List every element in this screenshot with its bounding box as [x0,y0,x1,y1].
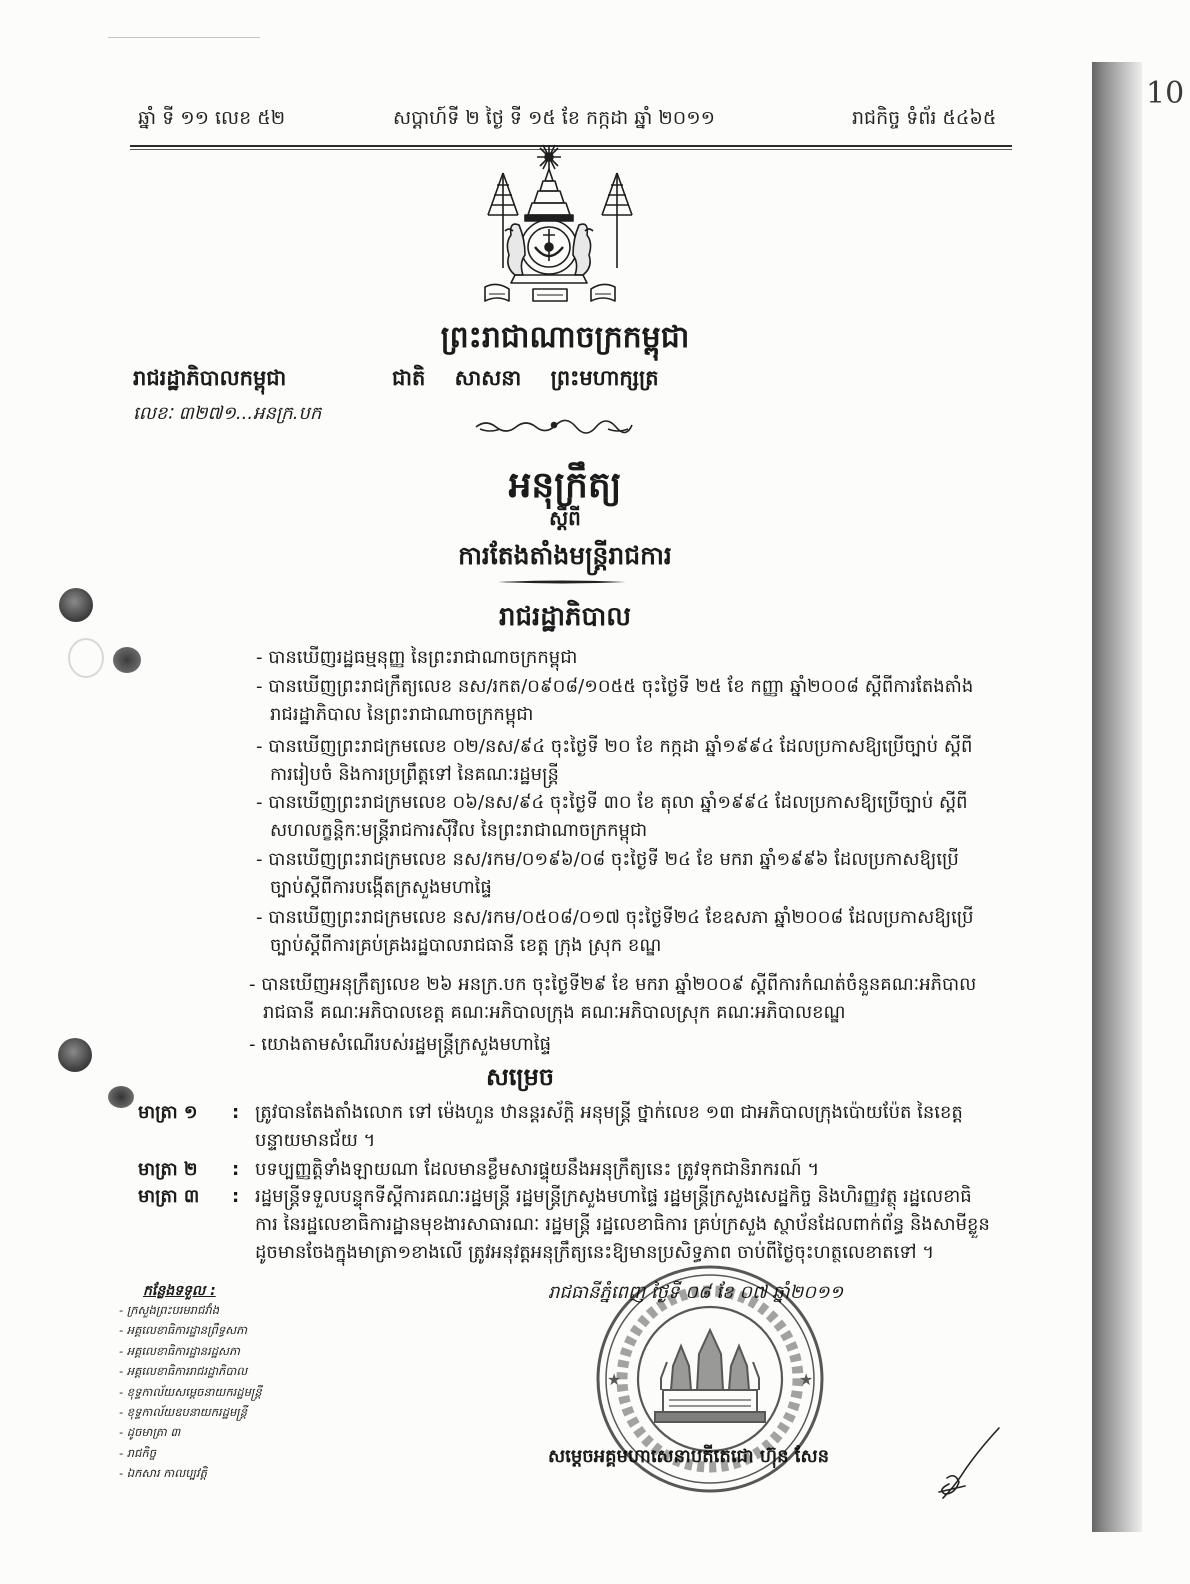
recipient-item: - ឯកសារ កាលប្បវត្តិ [119,1466,207,1481]
recipient-item: - ខុទ្ទកាល័យសម្តេចនាយករដ្ឋមន្ត្រី [119,1384,262,1399]
subject-underline [498,579,626,585]
consideration-item: - បានឃើញព្រះរាជក្រមលេខ នស/រកម/០៥០៨/០១៧ ចុះថ្ងៃទី២៤ ខែឧសភា ឆ្នាំ២០០៨ ដែលប្រកាសឱ្យប្រើ ច្បាប់ស្តីពីការគ្រប់គ្រងរដ្ឋបាលរាជធានី ខេត្ត ក្រុង ស្រុក ខណ្ឌ [256,907,974,956]
place-and-date: រាជធានីភ្នំពេញ ថ្ងៃទី ០៨ ខែ ០៧ ឆ្នាំ២០១១ [548,1282,844,1303]
handwritten-signature [925,1424,1005,1504]
central-crown [525,169,573,221]
article-2-text: បទប្បញ្ញត្តិទាំងឡាយណា ដែលមានខ្លឹមសារផ្ទុយនឹងអនុក្រឹត្យនេះ ត្រូវទុកជានិរាករណ៍ ។ [255,1159,820,1180]
article-3-separator: : [232,1186,240,1207]
decision-heading: សម្រេច [485,1063,555,1091]
article-3-text: រដ្ឋមន្ត្រីទទួលបន្ទុកទីស្តីការគណៈរដ្ឋមន្ត្រី រដ្ឋមន្ត្រីក្រសួងមហាផ្ទៃ រដ្ឋមន្ត្រីក្រសួងសេដ្ឋកិច្ច និងហិរញ្ញវត្ថុ រដ្ឋលេខាធិការ នៃរដ្ឋលេខាធិការដ្ឋានមុខងារសាធារណៈ រដ្ឋមន្ត្រី រដ្ឋលេខាធិការ គ្រប់ក្រសួង ស្ថាប័នដែលពាក់ព័ន្ធ និងសាមីខ្លួន ដូចមានចែងក្នុងមាត្រា១ខាងលើ ត្រូវអនុវត្តអនុក្រឹត្យនេះឱ្យមានប្រសិទ្ធភាព ចាប់ពីថ្ងៃចុះហត្ថលេខាតទៅ ។ [255,1186,990,1263]
right-lion [573,224,593,275]
page-number: 10 [1146,76,1185,111]
article-1-label: មាត្រា ១ [138,1102,198,1123]
consideration-item: - បានឃើញព្រះរាជក្រមលេខ នស/រកម/០១៩៦/០៨ ចុះថ្ងៃទី ២៤ ខែ មករា ឆ្នាំ១៩៩៦ ដែលប្រកាសឱ្យប្រើ ច្បាប់ស្តីពីការបង្កើតក្រសួងមហាផ្ទៃ [256,849,959,898]
recipient-item: - អគ្គលេខាធិការដ្ឋានព្រឹទ្ធសភា [119,1323,248,1338]
recipients-heading: កន្លែងទទួល : [143,1283,216,1299]
document-about: ស្តីពី [549,506,581,530]
angkor-temple-icon [655,1330,765,1422]
official-seal [593,1262,828,1497]
hole-punch-ring [68,638,104,678]
consideration-item: - បានឃើញព្រះរាជក្រមលេខ ០៦/នស/៩៤ ចុះថ្ងៃទី ៣០ ខែ តុលា ឆ្នាំ១៩៩៤ ដែលប្រកាសឱ្យប្រើច្បាប់ ស្តីពី សហលក្ខន្តិកៈមន្ត្រីរាជការស៊ីវិល នៃព្រះរាជាណាចក្រកម្ពុជា [256,792,968,841]
hole-punch [59,588,93,622]
consideration-item: - បានឃើញព្រះរាជក្រឹត្យលេខ នស/រកត/០៩០៨/១០៥៥ ចុះថ្ងៃទី ២៥ ខែ កញ្ញា ឆ្នាំ២០០៨ ស្តីពីការតែងតាំង រាជរដ្ឋាភិបាល នៃព្រះរាជាណាចក្រកម្ពុជា [256,676,974,725]
recipient-item: - ដូចមាត្រា ៣ [119,1425,181,1440]
article-2-separator: : [232,1159,240,1180]
svg-text:★: ★ [607,1370,622,1389]
royal-coat-of-arms [475,143,645,308]
recipient-item: - អគ្គលេខាធិការរាជរដ្ឋាភិបាល [119,1364,248,1379]
recipient-item: - ខុទ្ទកាល័យឧបនាយករដ្ឋមន្ត្រី [119,1405,248,1420]
issuer: រាជរដ្ឋាភិបាលកម្ពុជា [133,366,287,390]
recipient-item: - ក្រសួងព្រះបរមរាជវាំង [119,1303,220,1317]
header-issue: ឆ្នាំ ទី ១១ លេខ ៥២ [138,107,286,129]
recipient-item: - អគ្គលេខាធិការដ្ឋានរដ្ឋសភា [119,1343,240,1358]
national-motto: ជាតិ សាសនា ព្រះមហាក្សត្រ [392,366,659,390]
hole-punch [108,1086,134,1108]
svg-text:★: ★ [799,1370,814,1389]
right-parasol [602,173,632,268]
article-2-label: មាត្រា ២ [138,1159,198,1180]
consideration-item: - បានឃើញព្រះរាជក្រមលេខ ០២/នស/៩៤ ចុះថ្ងៃទី ២០ ខែ កក្កដា ឆ្នាំ១៩៩៤ ដែលប្រកាសឱ្យប្រើច្បាប់ ស្តីពី ការរៀបចំ និងការប្រព្រឹត្តទៅ នៃគណៈរដ្ឋមន្ត្រី [256,736,973,785]
page-edge-shadow [1092,62,1142,1532]
signatory-name: សម្តេចអគ្គមហាសេនាបតីតេជោ ហ៊ុន សែន [548,1446,830,1467]
consideration-item: - យោងតាមសំណើរបស់រដ្ឋមន្ត្រីក្រសួងមហាផ្ទៃ [249,1034,551,1055]
left-lion [505,224,525,275]
top-faint-line [108,37,260,38]
header-week: សប្តាហ៍ទី ២ ថ្ងៃ ទី ១៥ ខែ កក្កដា ឆ្នាំ ២០១១ [393,107,715,129]
authority-heading: រាជរដ្ឋាភិបាល [498,602,632,632]
article-1-separator: : [232,1102,240,1123]
hole-punch [58,1038,92,1072]
header-gazette-page: រាជកិច្ច ទំព័រ ៥៤៦៥ [852,107,997,129]
starburst [537,145,561,169]
motto-flourish [472,415,637,435]
consideration-item: - បានឃើញអនុក្រឹត្យលេខ ២៦ អនក្រ.បក ចុះថ្ងៃទី២៩ ខែ មករា ឆ្នាំ២០០៩ ស្តីពីការកំណត់ចំនួនគណៈអភិបាល រាជធានី គណៈអភិបាលខេត្ត គណៈអភិបាលក្រុង គណៈអភិបាលស្រុក គណៈអភិបាលខណ្ឌ [249,974,977,1023]
document-type: អនុក្រឹត្យ [508,465,622,506]
kingdom-name: ព្រះរាជាណាចក្រកម្ពុជា [440,320,690,355]
hole-punch [113,647,141,673]
shield [521,220,577,274]
pedestal [485,275,615,301]
recipient-item: - រាជកិច្ច [119,1445,157,1460]
article-3-label: មាត្រា ៣ [138,1186,200,1207]
consideration-item: - បានឃើញរដ្ឋធម្មនុញ្ញ នៃព្រះរាជាណាចក្រកម្ពុជា [256,647,578,668]
recipients-list [119,1300,262,1484]
reference-number: លេខៈ ៣២៧១...អនក្រ.បក [133,403,322,424]
document-subject: ការតែងតាំងមន្ត្រីរាជការ [458,541,672,570]
article-1-text: ត្រូវបានតែងតាំងលោក ទៅ ម៉េងហួន ឋានន្តរស័ក្តិ អនុមន្ត្រី ថ្នាក់លេខ ១៣ ជាអភិបាលក្រុងប៉ោយប៉ែត នៃខេត្តបន្ទាយមានជ័យ ។ [255,1102,963,1151]
